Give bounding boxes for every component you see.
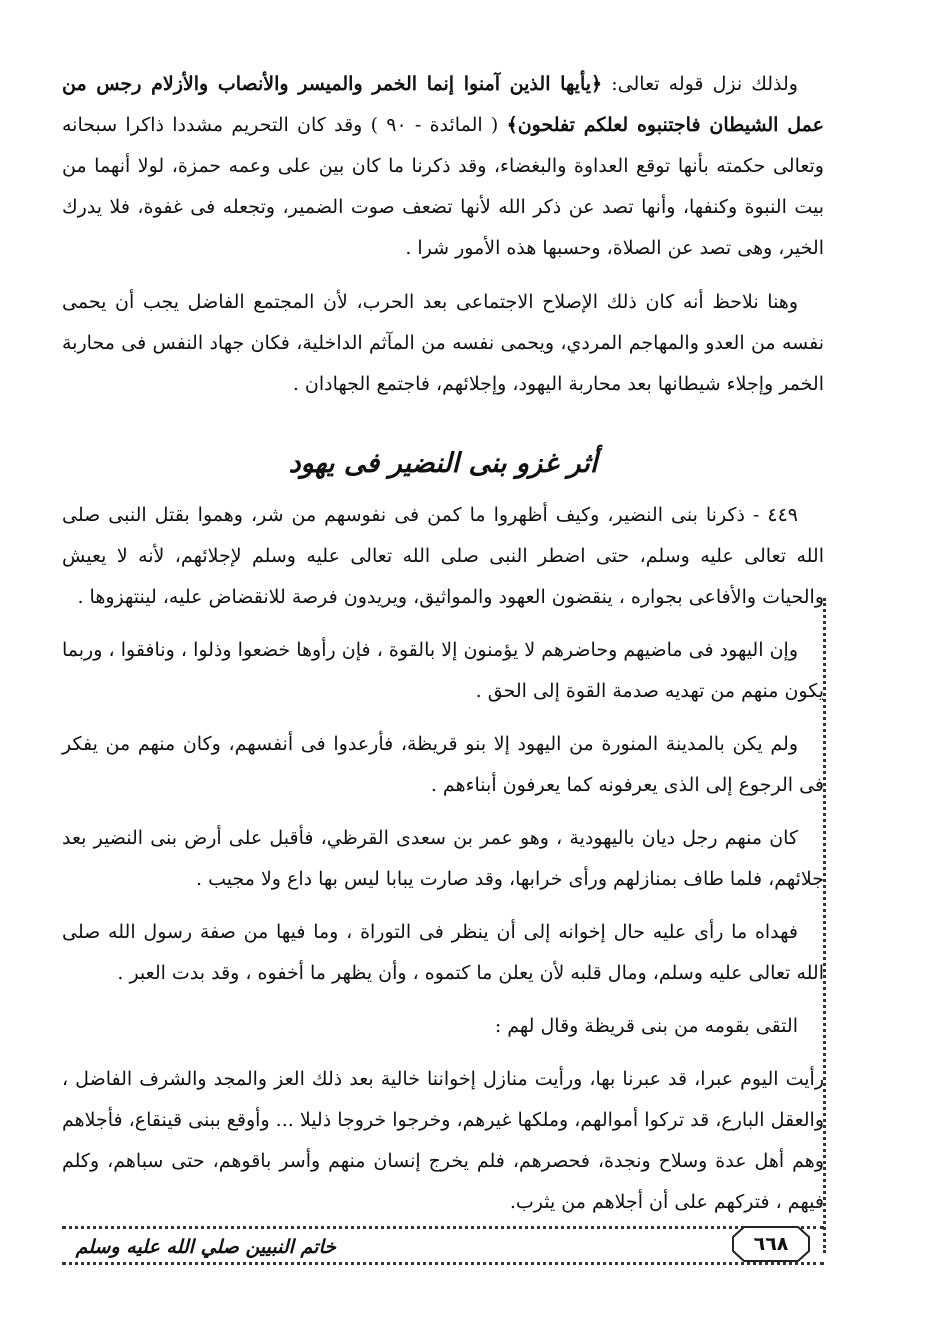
paragraph: ٤٤٩ - ذكرنا بنى النضير، وكيف أظهروا ما كمن فى نفوسهم من شر، وهموا بقتل النبى صلى الله تعالى عليه وسلم، حتى اضطر النبى صلى الله تعالى عليه وسلم لإجلائهم، لأنه لا يعيش والحيات والأفاعى بجواره ، ينقضون العهود والمواثيق، ويريدون فرصة للانقضاض عليه، لينتهزوها .	[62, 504, 824, 608]
paragraph: رأيت اليوم عبرا، قد عبرنا بها، ورأيت منازل إخواننا خالية بعد ذلك العز والمجد والشرف الفاضل ، والعقل البارع، قد تركوا أموالهم، وملكها غيرهم، وخرجوا خروجا ذليلا ... وأوقع ببنى قينقاع، فأجلاهم وهم أهل عدة وسلاح ونجدة، فحصرهم، فلم يخرج إنسان منهم وأسر باقوهم، حتى سباهم، وكلم فيهم ، فتركهم على أن أجلاهم من يثرب.	[62, 1068, 824, 1213]
footer-rule-bottom	[62, 1262, 824, 1265]
paragraph: التقى بقومه من بنى قريظة وقال لهم :	[494, 1015, 798, 1037]
page-number: ٦٦٨	[753, 1233, 789, 1255]
verse-commentary: ( المائدة - ٩٠ ) وقد كان التحريم مشددا ذاكرا سبحانه وتعالى حكمته بأنها توقع العداوة والبغضاء، وقد ذكرنا ما كان بين على وعمه حمزة، لولا أنهما من بيت النبوة وكنفها، وأنها تصد عن ذكر الله لأنها تضعف صوت الضمير، وتجعله فى غفوة، فلا يدرك الخير، وهى تصد عن الصلاة، وحسبها هذه الأمور شرا .	[62, 114, 824, 259]
paragraph: فهداه ما رأى عليه حال إخوانه إلى أن ينظر فى التوراة ، وما فيها من صفة رسول الله صلى الله تعالى عليه وسلم، ومال قلبه لأن يعلن ما كتموه ، وأن يظهر ما أخفوه ، وقد بدت العبر .	[62, 921, 824, 984]
opening-text	[62, 64, 824, 281]
paragraph-social-reform: وهنا نلاحظ أنه كان ذلك الإصلاح الاجتماعى بعد الحرب، لأن المجتمع الفاضل يجب أن يحمى نفسه من العدو والمهاجم المردي، ويحمى نفسه من المآثم الداخلية، فكان جهاد النفس فى محاربة الخمر وإجلاء شيطانها بعد محاربة اليهود، وإجلائهم، فاجتمع الجهادان .	[62, 291, 824, 395]
section-body	[62, 495, 824, 1235]
paragraph: ولم يكن بالمدينة المنورة من اليهود إلا بنو قريظة، فأرعدوا فى أنفسهم، وكان منهم من يفكر فى الرجوع إلى الذى يعرفونه كما يعرفون أبناءهم .	[62, 733, 824, 796]
decorative-side-border	[823, 598, 826, 1253]
paragraph: كان منهم رجل ديان باليهودية ، وهو عمر بن سعدى القرظي، فأقبل على أرض بنى النضير بعد جلائهم، فلما طاف بمنازلهم ورأى خرابها، وقد صارت يبابا ليس بها داع ولا مجيب .	[62, 827, 824, 890]
social-reform-text	[62, 282, 824, 417]
verse-intro: ولذلك نزل قوله تعالى:	[602, 73, 798, 95]
section-heading: أثر غزو بنى النضير فى يهود	[288, 448, 598, 479]
paragraph-quran-verse	[62, 64, 824, 269]
footer-rule-top	[62, 1226, 824, 1229]
book-title: خاتم النبيين صلي الله عليه وسلم	[75, 1236, 336, 1258]
page-number-badge	[732, 1226, 810, 1262]
paragraph: وإن اليهود فى ماضيهم وحاضرهم لا يؤمنون إلا بالقوة ، فإن رأوها خضعوا وذلوا ، ونافقوا ، وربما يكون منهم من تهديه صدمة القوة إلى الحق .	[62, 639, 824, 702]
verse-quote: ﴿يأيها الذين آمنوا إنما الخمر والميسر والأنصاب والأزلام رجس من عمل الشيطان فاجتنبوه لعلكم تفلحون﴾	[62, 73, 824, 136]
